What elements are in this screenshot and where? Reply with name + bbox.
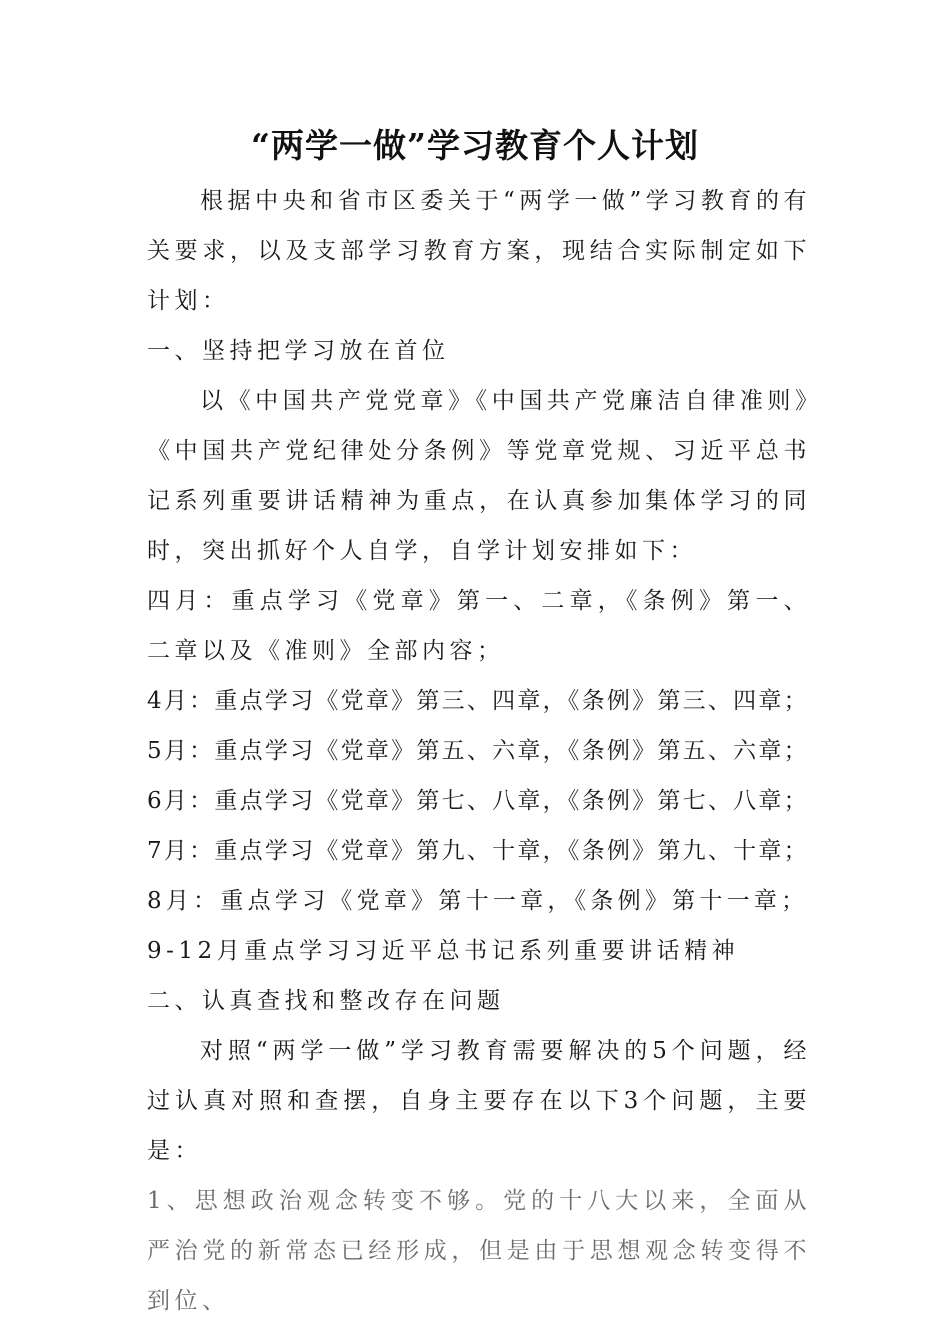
intro-paragraph: 根据中央和省市区委关于“两学一做”学习教育的有关要求，以及支部学习教育方案，现结合实际制定如下计划： [147, 188, 811, 314]
section-heading-1: 一、坚持把学习放在首位 [147, 338, 450, 364]
section-heading-2: 二、认真查找和整改存在问题 [147, 988, 505, 1014]
document-title: “两学一做”学习教育个人计划 [251, 126, 699, 165]
schedule-item-april: 四月：重点学习《党章》第一、二章，《条例》第一、二章以及《准则》全部内容； [147, 588, 811, 664]
schedule-item-8: 8月：重点学习《党章》第十一章，《条例》第十一章； [147, 888, 809, 914]
schedule-item-7: 7月：重点学习《党章》第九、十章，《条例》第九、十章； [147, 838, 809, 864]
schedule-item-6: 6月：重点学习《党章》第七、八章，《条例》第七、八章； [147, 788, 809, 814]
problems-intro-paragraph: 对照“两学一做”学习教育需要解决的5个问题，经过认真对照和查摆，自身主要存在以下3个问题，主要是： [147, 1038, 811, 1164]
problem-item-1: 1、思想政治观念转变不够。党的十八大以来，全面从严治党的新常态已经形成，但是由于思想观念转变得不到位、 [147, 1188, 811, 1314]
study-scope-paragraph: 以《中国共产党党章》《中国共产党廉洁自律准则》《中国共产党纪律处分条例》等党章党规、习近平总书记系列重要讲话精神为重点，在认真参加集体学习的同时，突出抓好个人自学，自学计划安排如下： [147, 388, 811, 564]
document-body [147, 176, 811, 1326]
schedule-item-4: 4月：重点学习《党章》第三、四章，《条例》第三、四章； [147, 688, 809, 714]
schedule-item-5: 5月：重点学习《党章》第五、六章，《条例》第五、六章； [147, 738, 809, 764]
schedule-item-9-12: 9-12月重点学习习近平总书记系列重要讲话精神 [147, 938, 740, 964]
